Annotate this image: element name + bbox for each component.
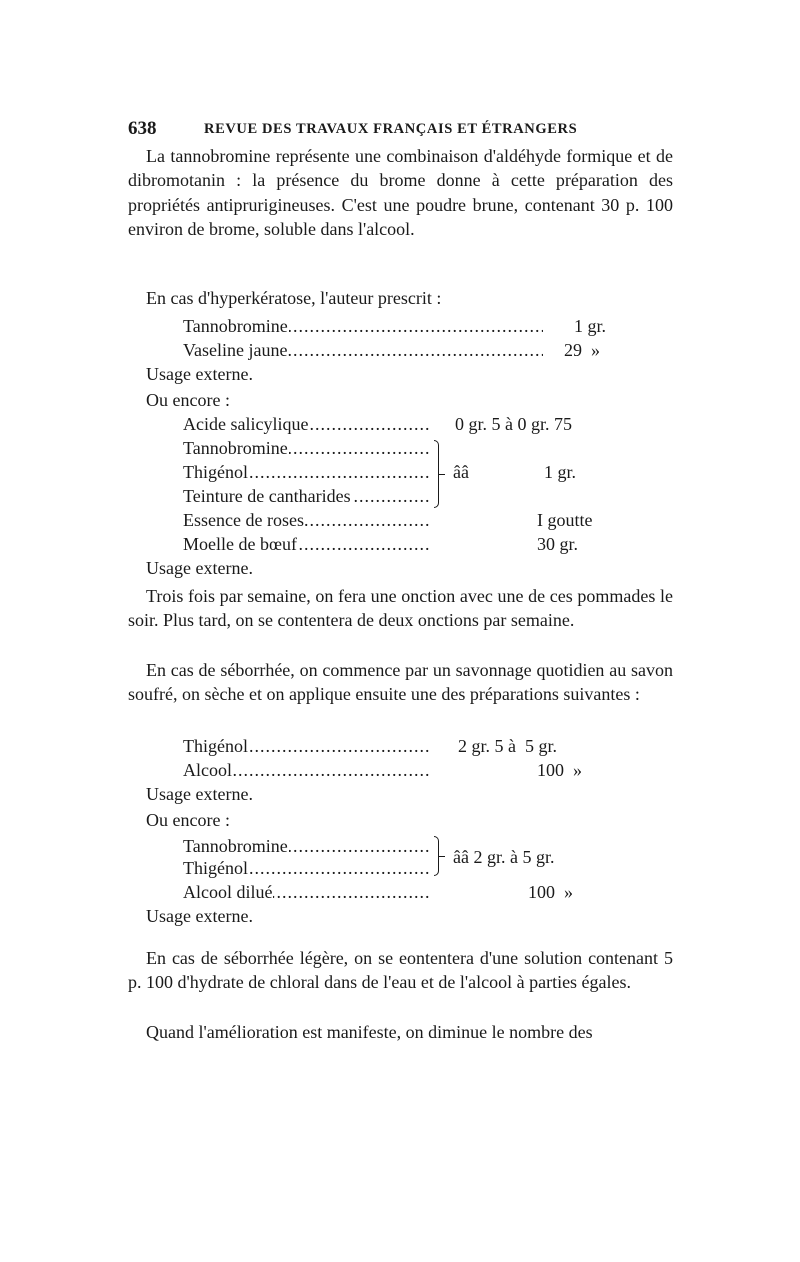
formula3-dose-thigenol: 2 gr. 5 à 5 gr. — [458, 736, 557, 756]
formula4-brace-dose: ââ 2 gr. à 5 gr. — [453, 847, 555, 867]
formula4-item-thigenol: Thigénol ..... — [183, 856, 431, 880]
formula1-item-vaseline: Vaseline jaune ..... — [183, 338, 543, 362]
running-header — [128, 118, 673, 142]
formula3-usage: Usage externe. — [146, 784, 253, 804]
formula4-item-tannobromine: Tannobromine ..... — [183, 834, 431, 858]
formula2-item-essence: Essence de roses ..... — [183, 508, 431, 532]
or-again-2: Ou encore : — [146, 810, 230, 830]
formula2-dose-acide-salicylique: 0 gr. 5 à 0 gr. 75 — [455, 414, 572, 434]
formula4-usage: Usage externe. — [146, 906, 253, 926]
page-number: 638 — [128, 118, 157, 139]
paragraph-seborrhee-legere: En cas de séborrhée légère, on se eontentera d'une solution contenant 5 p. 100 d'hydrate de chloral dans de l'eau et de l'alcool à parties égales. — [128, 948, 673, 993]
running-head: REVUE DES TRAVAUX FRANÇAIS ET ÉTRANGERS — [204, 121, 578, 137]
paragraph-tannobromine: La tannobromine représente une combinaison d'aldéhyde formique et de dibromotanin : la présence du brome donne à cette préparation des propriétés antiprurigineuses. C'est une poudre brune, contenant 30 p. 100 environ de brome, soluble dans l'alcool. — [128, 146, 673, 239]
formula3-item-alcool: Alcool ..... — [183, 758, 431, 782]
hyperkeratosis-intro: En cas d'hyperkératose, l'auteur prescrit : — [146, 288, 442, 308]
formula2-dose-moelle: 30 gr. — [537, 534, 579, 554]
formula2-brace-dose: 1 gr. — [544, 462, 577, 482]
formula1-usage: Usage externe. — [146, 364, 253, 384]
formula2-brace — [434, 440, 439, 508]
formula2-item-teinture: Teinture de cantharides ..... — [183, 484, 431, 508]
formula2-item-thigenol: Thigénol ..... — [183, 460, 431, 484]
paragraph-seborrhee: En cas de séborrhée, on commence par un savonnage quotidien au savon soufré, on sèche et on applique ensuite une des préparations suivantes : — [128, 660, 673, 705]
formula1-dose-vaseline: 29 » — [564, 340, 600, 360]
formula4-brace — [434, 836, 439, 876]
formula1-item-tannobromine: Tannobromine ..... — [183, 314, 543, 338]
or-again-1: Ou encore : — [146, 390, 230, 410]
formula3-item-thigenol: Thigénol ..... — [183, 734, 431, 758]
formula2-item-acide-salicylique: Acide salicylique ..... — [183, 412, 431, 436]
formula3-dose-alcool: 100 » — [537, 760, 582, 780]
formula2-brace-aa: ââ — [453, 462, 469, 482]
formula4-dose-alcool-dilue: 100 » — [528, 882, 573, 902]
formula2-item-moelle: Moelle de bœuf ..... — [183, 532, 431, 556]
formula2-usage: Usage externe. — [146, 558, 253, 578]
formula4-item-alcool-dilue: Alcool dilué ..... — [183, 880, 431, 904]
formula1-dose-tannobromine: 1 gr. — [574, 316, 607, 336]
formula2-dose-essence: I goutte — [537, 510, 593, 530]
paragraph-amelioration: Quand l'amélioration est manifeste, on diminue le nombre des — [146, 1022, 593, 1042]
formula2-item-tannobromine: Tannobromine ..... — [183, 436, 431, 460]
paragraph-onctions: Trois fois par semaine, on fera une onction avec une de ces pommades le soir. Plus tard, on se contentera de deux onctions par semaine. — [128, 586, 673, 631]
